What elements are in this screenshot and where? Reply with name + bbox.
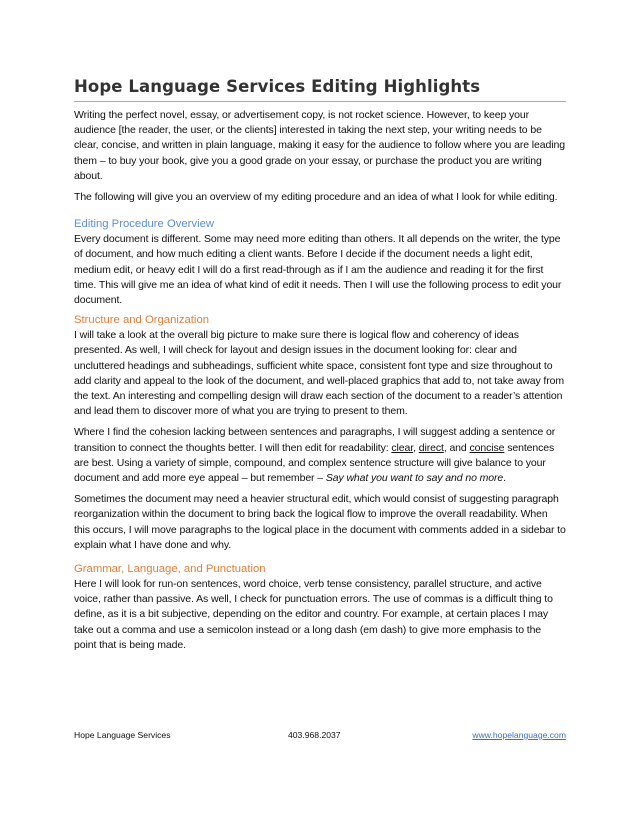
structure-p2-and: , and — [443, 441, 470, 454]
structure-paragraph-2 — [74, 425, 566, 486]
section-heading-grammar: Grammar, Language, and Punctuation — [74, 563, 266, 576]
structure-paragraph-1: I will take a look at the overall big picture to make sure there is logical flow and coherency of ideas presented. As well, I will check for layout and design issues in the document looking for: clear and uncluttered headings and subheadings, sufficient white space, consistent font type and size throughout to add clarity and appeal to the look of the document, and well-placed graphics that add to, not take away from the text. An interesting and compelling design will draw each section of the document to a reader’s attention and lead them to discover more of what you are trying to present to them. — [74, 329, 565, 418]
word-direct: direct — [418, 441, 444, 454]
document-title: Hope Language Services Editing Highlights — [74, 75, 566, 102]
structure-p2-text-b: sentences are best. Using a variety of simple, compound, and complex sentence structure will give balance to your document and add more eye appeal – but remember – — [74, 441, 555, 485]
footer-phone: 403.968.2037 — [288, 730, 341, 740]
footer-company: Hope Language Services — [74, 730, 171, 740]
structure-p2-text-a: Where I find the cohesion lacking between sentences and paragraphs, I will suggest adding a sentence or transition to connect the thoughts better. I will then edit for readability: — [74, 426, 556, 454]
footer-website-link[interactable]: www.hopelanguage.com — [472, 730, 566, 740]
structure-paragraph-3: Sometimes the document may need a heavier structural edit, which would consist of suggesting paragraph reorganization within the document to bring back the logical flow to improve the overall readability. When this occurs, I will move paragraphs to the logical place in the document with comments added in a sidebar to explain what I have done and why. — [74, 493, 566, 551]
intro-paragraph-1: Writing the perfect novel, essay, or advertisement copy, is not rocket science. However, to keep your audience [the reader, the user, or the clients] interested in taking the next step, your writing needs to be clear, concise, and written in plain language, making it easy for the audience to follow where you are leading them – to buy your book, give you a good grade on your essay, or purchase the product you are writing about. — [74, 109, 565, 182]
editing-procedure-paragraph: Every document is different. Some may need more editing than others. It all depends on the writer, the type of document, and how much editing a client wants. Before I decide if the document needs a light edit, medium edit, or heavy edit I will do a first read-through as if I am the audience and reading it for the first time. This will give me an idea of what kind of edit it needs. Then I will use the following process to edit your document. — [74, 233, 562, 307]
section-heading-editing-procedure: Editing Procedure Overview — [74, 218, 215, 231]
intro-paragraph-2: The following will give you an overview of my editing procedure and an idea of what I look for while editing. — [74, 191, 558, 204]
word-clear: clear — [391, 441, 414, 454]
structure-p2-comma: , — [413, 441, 419, 454]
word-concise: concise — [469, 441, 505, 454]
grammar-paragraph: Here I will look for run-on sentences, word choice, verb tense consistency, parallel structure, and active voice, rather than passive. As well, I check for punctuation errors. The use of commas is a difficult thing to define, as it is a bit subjective, depending on the editor and country. For example, at certain places I may take out a comma and use a semicolon instead or a long dash (em dash) to give more emphasis to the point that is being made. — [74, 578, 553, 651]
structure-p2-end: . — [503, 472, 506, 485]
document-body — [74, 75, 566, 653]
structure-p2-italic-quote: Say what you want to say and no more — [325, 472, 504, 485]
section-heading-structure: Structure and Organization — [74, 314, 210, 327]
page-footer — [74, 730, 566, 744]
